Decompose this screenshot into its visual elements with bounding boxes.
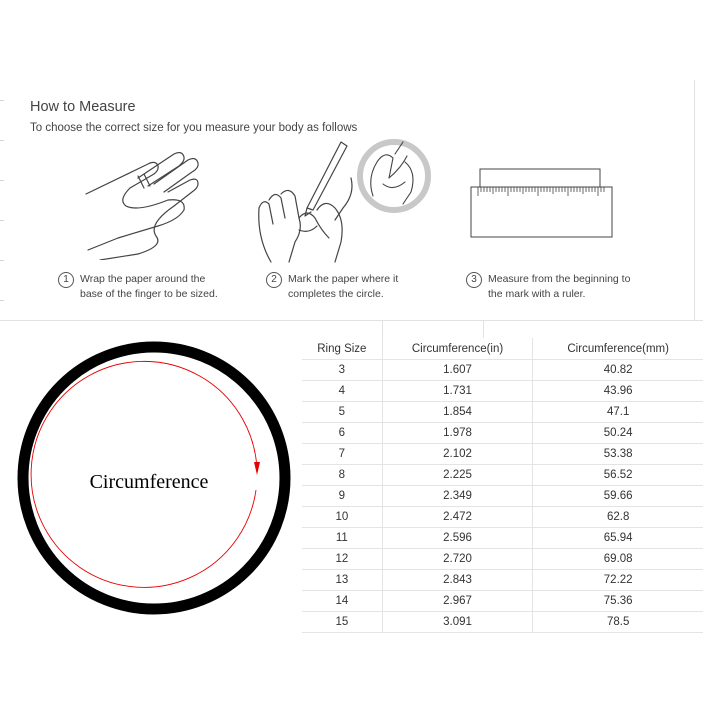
cell-circumference-mm: 53.38 <box>533 444 703 465</box>
cell-circumference-mm: 69.08 <box>533 549 703 570</box>
step-number: 2 <box>266 272 282 288</box>
guide-line-right <box>694 80 695 320</box>
guide-line-mid <box>0 320 703 321</box>
cell-circumference-in: 2.349 <box>382 486 533 507</box>
cell-circumference-in: 1.854 <box>382 402 533 423</box>
step-2 <box>266 272 398 302</box>
circumference-label: Circumference <box>89 471 209 493</box>
cell-circumference-in: 2.967 <box>382 591 533 612</box>
step-text-line: Measure from the beginning to <box>488 273 631 285</box>
arrow-head-icon <box>254 462 260 475</box>
pen-mark-illustration <box>255 138 435 263</box>
cell-ring-size: 6 <box>302 423 382 444</box>
header-circumference-mm: Circumference(mm) <box>533 338 703 360</box>
cell-ring-size: 9 <box>302 486 382 507</box>
page-title: How to Measure <box>30 99 136 115</box>
step-number: 1 <box>58 272 74 288</box>
cell-circumference-in: 2.102 <box>382 444 533 465</box>
cell-circumference-mm: 62.8 <box>533 507 703 528</box>
step-text-line: completes the circle. <box>288 288 384 300</box>
table-row <box>302 570 703 591</box>
step-text-line: Wrap the paper around the <box>80 273 206 285</box>
cell-circumference-in: 2.843 <box>382 570 533 591</box>
guide-line-col <box>382 320 383 338</box>
cell-circumference-in: 2.225 <box>382 465 533 486</box>
cell-ring-size: 11 <box>302 528 382 549</box>
cell-circumference-in: 1.607 <box>382 360 533 381</box>
cell-circumference-in: 1.978 <box>382 423 533 444</box>
cell-circumference-in: 1.731 <box>382 381 533 402</box>
cell-circumference-mm: 56.52 <box>533 465 703 486</box>
cell-circumference-in: 3.091 <box>382 612 533 633</box>
table-row <box>302 444 703 465</box>
cell-circumference-mm: 59.66 <box>533 486 703 507</box>
cell-circumference-in: 2.472 <box>382 507 533 528</box>
table-row <box>302 360 703 381</box>
ruler-illustration <box>470 165 615 240</box>
circumference-diagram <box>16 340 292 616</box>
cell-ring-size: 15 <box>302 612 382 633</box>
cell-ring-size: 10 <box>302 507 382 528</box>
cell-ring-size: 3 <box>302 360 382 381</box>
cell-ring-size: 7 <box>302 444 382 465</box>
cell-ring-size: 12 <box>302 549 382 570</box>
table-row <box>302 612 703 633</box>
cell-ring-size: 5 <box>302 402 382 423</box>
cell-circumference-mm: 50.24 <box>533 423 703 444</box>
step-3 <box>466 272 630 302</box>
step-number: 3 <box>466 272 482 288</box>
cell-circumference-mm: 40.82 <box>533 360 703 381</box>
cell-circumference-mm: 43.96 <box>533 381 703 402</box>
cell-circumference-mm: 72.22 <box>533 570 703 591</box>
cell-circumference-in: 2.720 <box>382 549 533 570</box>
table-row <box>302 465 703 486</box>
cell-ring-size: 4 <box>302 381 382 402</box>
table-row <box>302 423 703 444</box>
cell-ring-size: 14 <box>302 591 382 612</box>
table-row <box>302 486 703 507</box>
cell-circumference-mm: 78.5 <box>533 612 703 633</box>
hand-wrap-illustration <box>78 150 238 260</box>
cell-circumference-in: 2.596 <box>382 528 533 549</box>
cell-ring-size: 13 <box>302 570 382 591</box>
cell-circumference-mm: 65.94 <box>533 528 703 549</box>
page-subtitle: To choose the correct size for you measure your body as follows <box>30 122 358 134</box>
ring-size-table <box>302 338 703 633</box>
guide-line-col <box>483 320 484 338</box>
table-row <box>302 381 703 402</box>
step-text-line: base of the finger to be sized. <box>80 288 218 300</box>
table-row <box>302 507 703 528</box>
step-text-line: Mark the paper where it <box>288 273 399 285</box>
table-row <box>302 402 703 423</box>
table-row <box>302 591 703 612</box>
step-text-line: the mark with a ruler. <box>488 288 586 300</box>
table-header-row <box>302 338 703 360</box>
cell-circumference-mm: 75.36 <box>533 591 703 612</box>
step-1 <box>58 272 218 302</box>
cell-circumference-mm: 47.1 <box>533 402 703 423</box>
header-circumference-in: Circumference(in) <box>382 338 533 360</box>
cell-ring-size: 8 <box>302 465 382 486</box>
table-row <box>302 528 703 549</box>
table-row <box>302 549 703 570</box>
header-ring-size: Ring Size <box>302 338 382 360</box>
